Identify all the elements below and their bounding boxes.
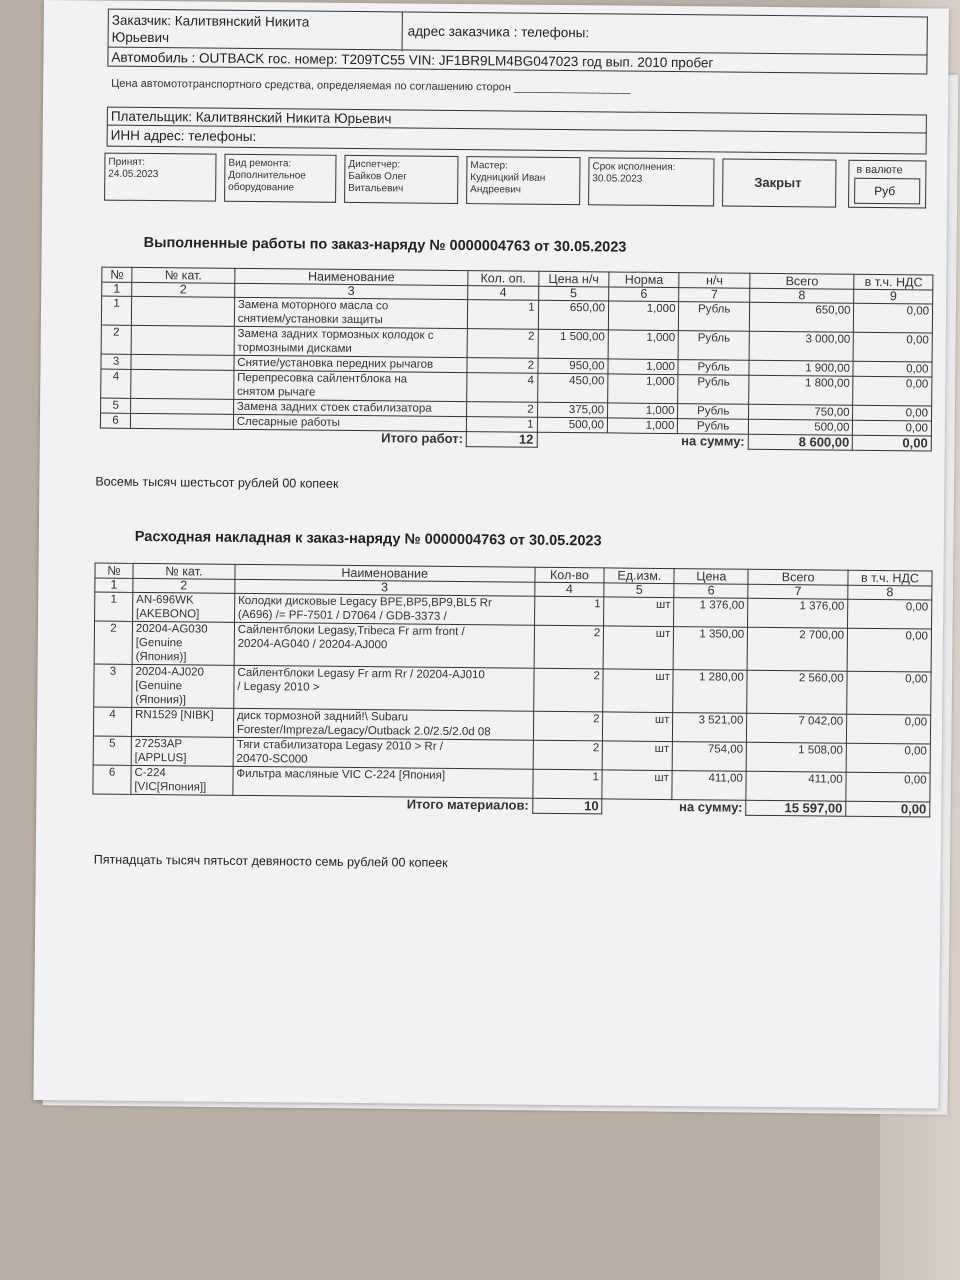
row-total: 650,00 [749, 302, 854, 332]
row-norm: 1,000 [608, 330, 679, 360]
row-catalog [132, 592, 234, 622]
row-number: 2 [101, 325, 131, 354]
colnum: 2 [133, 578, 235, 593]
master-label: Мастер: [470, 160, 508, 172]
works-title: Выполненные работы по заказ-наряду № 0000004763 от 30.05.2023 [143, 234, 627, 256]
works-sum-label: на сумму: [681, 433, 745, 449]
row-catalog-line: [Genuine [135, 636, 183, 650]
materials-col-price: Цена [674, 569, 748, 585]
row-catalog-line: [APPLUS] [134, 751, 187, 765]
row-number: 4 [93, 707, 131, 736]
row-total: 2 700,00 [747, 627, 847, 671]
row-price: 375,00 [537, 402, 608, 418]
customer-address: адрес заказчика : телефоны: [407, 23, 590, 41]
row-vat: 0,00 [853, 420, 932, 436]
row-catalog [131, 398, 234, 414]
row-name-line: (A696) /= PF-7501 / D7064 / GDB-3373 / [237, 608, 447, 623]
row-total: 1 508,00 [746, 742, 846, 772]
colnum: 4 [468, 286, 539, 301]
row-unit: Рубль [679, 331, 750, 361]
row-name: Снятие/установка передних рычагов [234, 355, 468, 372]
row-qty: 1 [532, 769, 602, 799]
row-catalog-line: 20204-AG030 [135, 622, 208, 636]
colnum: 2 [132, 282, 235, 297]
currency-value: Руб [874, 183, 896, 199]
row-price: 754,00 [672, 742, 746, 772]
repair-type-value: Дополнительное [228, 169, 306, 182]
row-unit: шт [603, 741, 673, 771]
row-number: 5 [101, 398, 131, 413]
row-qty: 2 [467, 329, 538, 359]
row-name [233, 708, 533, 740]
payer-name: Плательщик: Калитвянский Никита Юрьевич [110, 108, 392, 127]
row-unit: шт [604, 597, 674, 627]
row-catalog-line: [VIC[Япония]] [134, 780, 207, 794]
row-qty: 1 [467, 417, 538, 433]
row-vat: 0,00 [846, 772, 930, 802]
row-number: 2 [94, 621, 132, 664]
row-price: 1 500,00 [538, 329, 609, 359]
price-note: Цена автомототранспортного средства, определяемая по соглашению сторон ___________________ [111, 77, 631, 95]
row-price: 3 521,00 [673, 713, 747, 743]
row-price: 450,00 [537, 373, 608, 403]
row-name-line: диск тормозной задний!\ Subaru [236, 709, 409, 724]
row-unit: шт [603, 669, 673, 713]
materials-table [92, 563, 932, 818]
row-norm: 1,000 [608, 403, 679, 419]
row-name: Слесарные работы [233, 414, 467, 431]
row-catalog-line: (Япония)] [135, 693, 187, 707]
row-name-line: Колодки дисковые Legacy BPE,BP5,BP9,BL5 Rr [238, 594, 492, 610]
works-col-number: № [102, 267, 132, 282]
dispatcher-label: Диспетчер: [348, 158, 401, 171]
row-catalog [132, 621, 234, 665]
dispatcher-name-2: Витальевич [348, 182, 404, 195]
row-qty: 1 [534, 596, 604, 626]
row-unit: Рубль [678, 419, 749, 435]
materials-col-vat: в т.ч. НДС [848, 570, 932, 586]
row-unit: шт [603, 712, 673, 742]
works-col-price: Цена н/ч [538, 271, 609, 287]
materials-total-label: Итого материалов: [406, 796, 529, 813]
row-catalog-line: (Япония)] [135, 650, 187, 664]
row-unit: Рубль [678, 375, 749, 405]
row-qty: 4 [467, 373, 538, 403]
row-qty: 2 [533, 668, 603, 712]
row-vat: 0,00 [846, 714, 930, 744]
row-total: 411,00 [746, 771, 846, 801]
row-catalog-line: [Genuine [135, 679, 183, 693]
row-total: 1 376,00 [748, 598, 848, 628]
row-name-line: Замена задних тормозных колодок с [237, 327, 434, 342]
row-number: 1 [101, 296, 131, 325]
row-catalog-line: 20204-AJ020 [135, 665, 204, 679]
row-total: 500,00 [748, 419, 853, 435]
row-catalog-line: AN-696WK [136, 593, 194, 607]
materials-col-unit: Ед.изм. [604, 568, 674, 584]
row-catalog [131, 736, 233, 766]
row-name-line: снятом рычаге [236, 385, 316, 399]
materials-title: Расходная накладная к заказ-наряду № 0000004763 от 30.05.2023 [134, 528, 602, 550]
row-total: 7 042,00 [747, 713, 847, 743]
row-catalog-line: C-224 [134, 766, 166, 780]
row-norm: 1,000 [608, 374, 679, 404]
row-name-line: 20204-AG040 / 20204-AJ000 [237, 637, 388, 652]
row-norm: 1,000 [608, 359, 679, 375]
row-vat: 0,00 [854, 332, 933, 362]
row-name [234, 297, 468, 328]
works-table [100, 267, 934, 452]
colnum: 7 [748, 584, 848, 599]
row-number: 3 [94, 664, 132, 707]
row-name-line: 20470-SC000 [236, 752, 308, 766]
row-name-line: Тяги стабилизатора Legasy 2010 > Rr / [236, 738, 444, 753]
works-col-vat: в т.ч. НДС [854, 274, 933, 290]
row-total: 1 900,00 [749, 360, 854, 376]
works-col-total: Всего [750, 273, 855, 289]
colnum: 6 [609, 287, 680, 302]
row-name-line: Замена моторного масла со [237, 298, 389, 313]
row-catalog [131, 369, 234, 399]
row-vat: 0,00 [847, 628, 931, 672]
row-total: 2 560,00 [747, 670, 847, 714]
row-qty: 2 [533, 711, 603, 741]
repair-type-value-2: оборудование [228, 181, 295, 194]
row-name [234, 326, 468, 357]
row-name [233, 370, 467, 401]
row-norm: 1,000 [608, 301, 679, 331]
materials-sum-words: Пятнадцать тысяч пятьсот девяносто семь рублей 00 копеек [93, 852, 448, 870]
row-price: 950,00 [538, 358, 609, 374]
materials-col-name: Наименование [235, 564, 535, 582]
repair-type-label: Вид ремонта: [228, 157, 292, 170]
row-vat: 0,00 [846, 743, 930, 773]
colnum: 8 [749, 288, 854, 303]
colnum: 7 [679, 288, 750, 303]
row-unit: шт [604, 626, 674, 670]
materials-total-qty: 10 [532, 798, 602, 814]
row-price: 1 280,00 [673, 670, 747, 714]
colnum: 3 [234, 283, 468, 299]
deadline-label: Срок исполнения: [592, 161, 676, 174]
row-name-line: / Legasy 2010 > [237, 680, 320, 694]
row-qty: 2 [467, 358, 538, 374]
colnum: 5 [604, 583, 674, 598]
row-vat: 0,00 [853, 376, 932, 406]
works-col-qty: Кол. оп. [468, 271, 539, 287]
works-col-unit: н/ч [679, 273, 750, 289]
row-vat: 0,00 [848, 599, 932, 629]
colnum: 6 [674, 584, 748, 599]
dispatcher-name: Байков Олег [348, 170, 407, 183]
row-catalog [131, 354, 234, 370]
row-catalog [132, 296, 235, 326]
currency-label: в валюте [856, 163, 903, 177]
row-name-line: Forester/Impreza/Legacy/Outback 2.0/2.5/2.0d 08 [236, 723, 491, 739]
row-catalog-line: 27253AP [134, 737, 183, 751]
row-number: 6 [93, 765, 131, 794]
materials-col-qty: Кол-во [534, 567, 604, 583]
works-sum-vat: 0,00 [853, 435, 932, 451]
materials-sum-vat: 0,00 [846, 801, 930, 817]
row-price: 650,00 [538, 300, 609, 330]
row-catalog: RN1529 [NIBK] [131, 707, 233, 737]
accepted-label: Принят: [108, 156, 146, 168]
row-price: 1 376,00 [674, 598, 748, 628]
row-number: 3 [101, 354, 131, 369]
colnum: 4 [534, 582, 604, 597]
status-closed: Закрыт [754, 174, 802, 191]
materials-col-number: № [95, 563, 133, 578]
row-name: Фильтра масляные VIC C-224 [Япония] [233, 766, 533, 798]
row-qty: 2 [533, 740, 603, 770]
row-number: 6 [100, 413, 130, 428]
row-number: 4 [101, 369, 131, 398]
row-vat: 0,00 [853, 405, 932, 421]
row-name [233, 737, 533, 769]
works-total-label: Итого работ: [381, 430, 464, 447]
row-price: 500,00 [537, 417, 608, 433]
row-catalog [131, 413, 234, 429]
row-name-line: Сайлентблоки Legasy Fr arm Rr / 20204-AJ010 [237, 666, 485, 682]
row-vat: 0,00 [853, 361, 932, 377]
master-name: Кудницкий Иван [470, 172, 546, 184]
works-col-norm: Норма [609, 272, 680, 288]
row-number: 1 [95, 592, 133, 621]
colnum: 9 [854, 289, 933, 304]
row-unit: Рубль [679, 302, 750, 332]
row-vat: 0,00 [847, 671, 931, 715]
row-vat: 0,00 [854, 303, 933, 333]
payer-inn: ИНН адрес: телефоны: [110, 127, 257, 145]
row-catalog [131, 325, 234, 355]
row-unit: Рубль [678, 404, 749, 420]
customer-name-line2: Юрьевич [111, 29, 170, 46]
row-name [234, 593, 534, 625]
materials-sum-label: на сумму: [679, 799, 743, 815]
row-name-line: Перепресовка сайлентблока на [237, 371, 408, 386]
colnum: 1 [102, 282, 132, 296]
accepted-date: 24.05.2023 [108, 168, 159, 181]
row-total: 1 800,00 [749, 375, 854, 405]
row-norm: 1,000 [607, 418, 678, 434]
colnum: 1 [95, 578, 133, 592]
colnum: 5 [538, 286, 609, 301]
works-sum: 8 600,00 [748, 434, 853, 450]
works-total-qty: 12 [466, 432, 537, 448]
row-number: 5 [93, 736, 131, 765]
colnum: 8 [848, 585, 932, 600]
row-price: 411,00 [672, 771, 746, 801]
materials-col-total: Всего [748, 569, 848, 585]
works-col-name: Наименование [235, 268, 469, 285]
row-qty: 2 [467, 402, 538, 418]
materials-col-catalog: № кат. [133, 563, 235, 579]
row-name-line: тормозными дисками [237, 341, 352, 355]
row-catalog-line: [AKEBONO] [135, 607, 200, 621]
deadline-date: 30.05.2023 [592, 173, 643, 185]
row-total: 750,00 [748, 404, 853, 420]
master-name-2: Андреевич [470, 184, 522, 196]
row-catalog [132, 664, 234, 708]
car-info: Автомобиль : OUTBACK гос. номер: Т209ТС55 VIN: JF1BR9LM4BG047023 год вып. 2010 пробег [111, 49, 714, 71]
work-order-document [33, 0, 949, 1109]
customer-name: Заказчик: Калитвянский Никита [111, 12, 310, 30]
materials-sum: 15 597,00 [746, 800, 846, 816]
row-qty: 1 [468, 300, 539, 330]
row-name [234, 665, 534, 711]
row-catalog [131, 765, 233, 795]
works-col-catalog: № кат. [132, 267, 235, 283]
row-unit: Рубль [678, 360, 749, 376]
row-qty: 2 [534, 625, 604, 669]
colnum: 3 [235, 579, 535, 596]
row-name [234, 622, 534, 668]
row-unit: шт [602, 770, 672, 800]
row-price: 1 350,00 [673, 627, 747, 671]
row-name-line: Сайлентблоки Legasy,Tribeca Fr arm front / [237, 623, 465, 639]
row-total: 3 000,00 [749, 331, 854, 361]
row-name-line: снятием/установки защиты [237, 312, 383, 327]
row-name: Замена задних стоек стабилизатора [233, 399, 467, 416]
works-sum-words: Восемь тысяч шестьсот рублей 00 копеек [95, 474, 339, 491]
